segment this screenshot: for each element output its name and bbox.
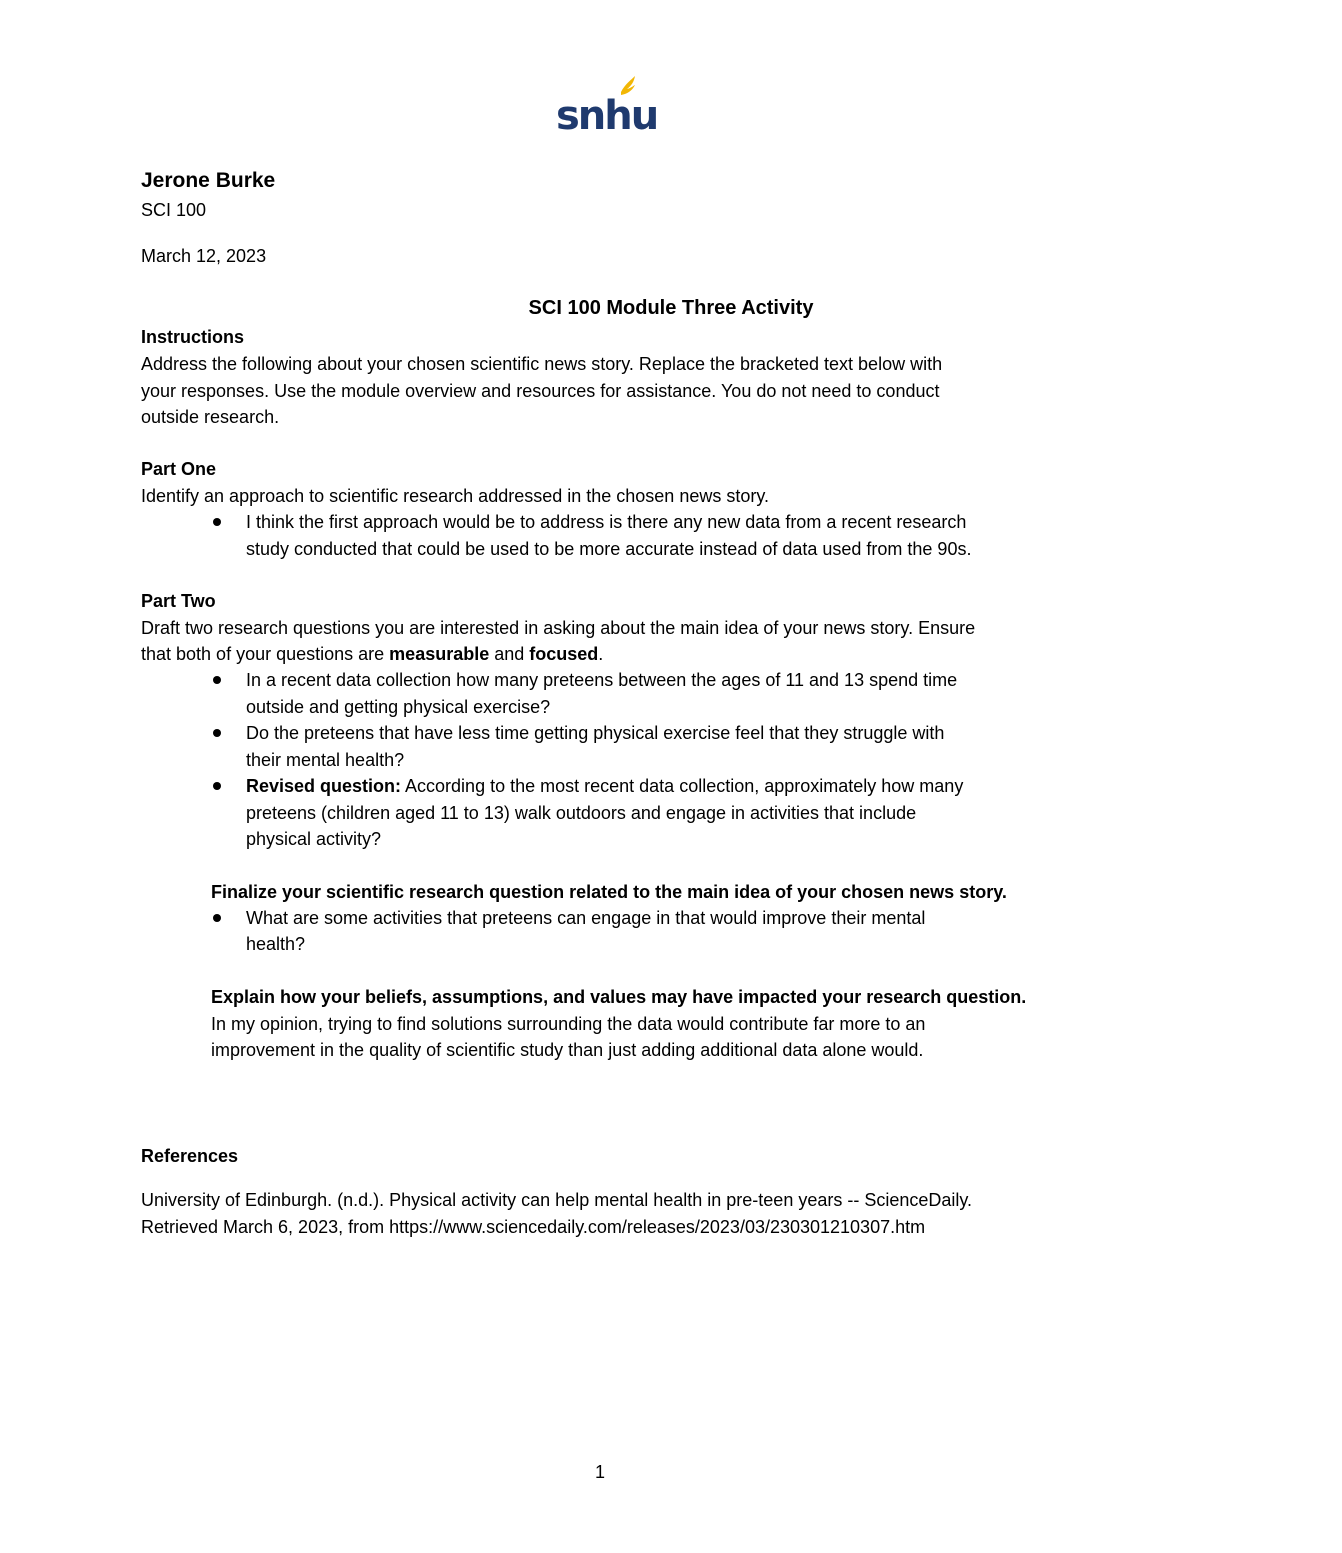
course-code: SCI 100 [141, 200, 207, 220]
references-heading: References [141, 1146, 239, 1166]
finalize-heading: Finalize your scientific research question related to the main idea of your chosen news story. [211, 882, 1007, 902]
bullet-icon [213, 676, 221, 684]
revised-question-line [246, 773, 963, 799]
explain-answer-line: In my opinion, trying to find solutions surrounding the data would contribute far more to an [211, 1014, 926, 1034]
part-one-prompt: Identify an approach to scientific research addressed in the chosen news story. [141, 486, 770, 506]
snhu-logo [555, 74, 658, 139]
revised-question-line: physical activity? [246, 829, 382, 849]
revised-label: Revised question: [246, 776, 402, 796]
bullet-icon [213, 518, 221, 526]
instructions-line: outside research. [141, 407, 280, 427]
research-question-line: In a recent data collection how many preteens between the ages of 11 and 13 spend time [246, 670, 958, 690]
reference-line: University of Edinburgh. (n.d.). Physical activity can help mental health in pre-teen years -- ScienceDaily. [141, 1190, 973, 1210]
bullet-icon [213, 914, 221, 922]
final-question-line: What are some activities that preteens can engage in that would improve their mental [246, 908, 926, 928]
prompt-emphasis: measurable [389, 644, 490, 664]
revised-text: According to the most recent data collection, approximately how many [401, 776, 964, 796]
part-two-prompt: Draft two research questions you are interested in asking about the main idea of your news story. Ensure [141, 618, 976, 638]
document-title: SCI 100 Module Three Activity [528, 297, 814, 319]
part-one-answer-line: study conducted that could be used to be more accurate instead of data used from the 90s. [246, 539, 972, 559]
reference-line: Retrieved March 6, 2023, from https://www.sciencedaily.com/releases/2023/03/230301210307.htm [141, 1217, 926, 1237]
document-date: March 12, 2023 [141, 246, 267, 266]
prompt-text: that both of your questions are [141, 644, 390, 664]
research-question-line: outside and getting physical exercise? [246, 697, 551, 717]
prompt-text: . [598, 644, 604, 664]
bullet-icon [213, 782, 221, 790]
author-name: Jerone Burke [141, 169, 276, 192]
instructions-line: Address the following about your chosen scientific news story. Replace the bracketed text below with [141, 354, 943, 374]
revised-question-line: preteens (children aged 11 to 13) walk outdoors and engage in activities that include [246, 803, 917, 823]
flame-icon [555, 74, 658, 139]
research-question-line: their mental health? [246, 750, 405, 770]
research-question-line: Do the preteens that have less time getting physical exercise feel that they struggle with [246, 723, 945, 743]
part-one-heading: Part One [141, 459, 217, 479]
prompt-text: and [489, 644, 530, 664]
logo-text: snhu [556, 93, 658, 139]
instructions-heading: Instructions [141, 327, 245, 347]
prompt-emphasis: focused [529, 644, 599, 664]
bullet-icon [213, 729, 221, 737]
final-question-line: health? [246, 934, 306, 954]
instructions-line: your responses. Use the module overview and resources for assistance. You do not need to conduct [141, 381, 940, 401]
explain-heading: Explain how your beliefs, assumptions, and values may have impacted your research question. [211, 987, 1027, 1007]
part-two-prompt [141, 641, 603, 667]
part-two-heading: Part Two [141, 591, 216, 611]
explain-answer-line: improvement in the quality of scientific study than just adding additional data alone would. [211, 1040, 924, 1060]
page-number: 1 [594, 1462, 605, 1482]
part-one-answer-line: I think the first approach would be to address is there any new data from a recent research [246, 512, 967, 532]
